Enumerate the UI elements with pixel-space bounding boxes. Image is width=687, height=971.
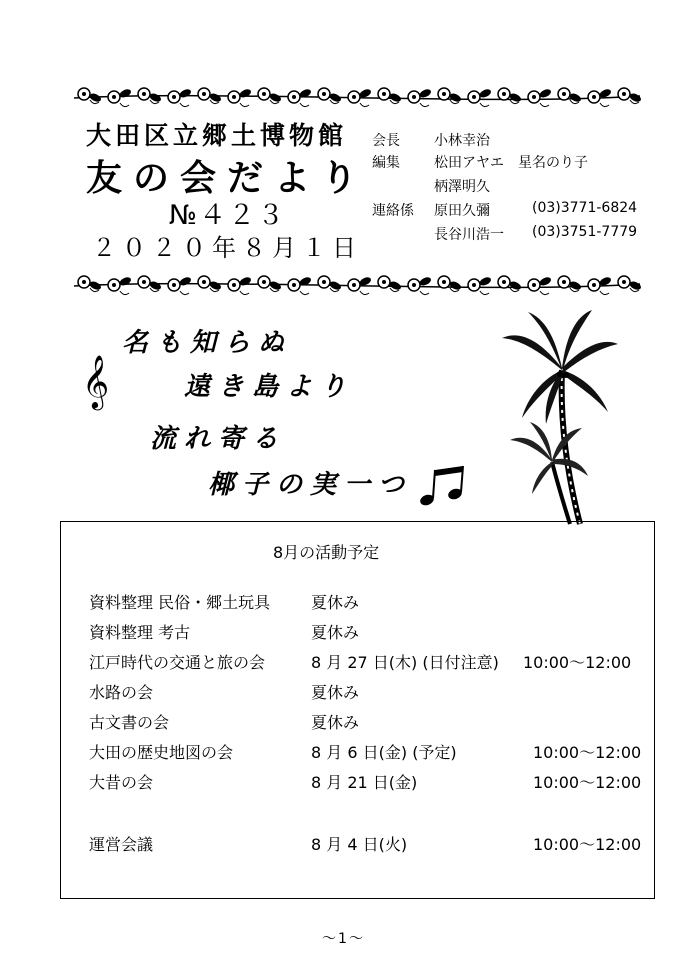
activity-date: 8 月 21 日(金) — [311, 773, 418, 792]
palm-tree-icon — [500, 300, 620, 529]
activity-time: 10:00～12:00 — [533, 773, 642, 792]
schedule-row — [89, 740, 649, 762]
activity-date: 夏休み — [311, 623, 360, 642]
morning-glory-vine-icon — [72, 80, 642, 110]
activity-date: 夏休み — [311, 593, 360, 612]
staff-role: 会長 — [372, 133, 400, 149]
activity-date: 夏休み — [311, 683, 360, 702]
staff-name: 原田久彌 — [434, 203, 490, 219]
schedule-row-meeting — [89, 832, 649, 854]
issue-date: ２０２０年８月１日 — [92, 234, 362, 262]
issue-number: №４２３ — [169, 200, 287, 231]
treble-clef-icon: 𝄞 — [82, 354, 110, 408]
staff-name: 長谷川浩一 — [434, 227, 504, 243]
poem-line: 流れ寄る — [150, 424, 287, 454]
music-notes-icon — [418, 464, 468, 512]
activity-name: 大田の歴史地図の会 — [89, 743, 234, 762]
schedule-row — [89, 650, 649, 672]
activity-date: 8 月 4 日(火) — [311, 835, 408, 854]
museum-name: 大田区立郷土博物館 — [86, 121, 348, 150]
staff-name: 柄澤明久 — [434, 179, 490, 195]
floral-border-top — [72, 80, 642, 110]
activity-name: 大昔の会 — [89, 773, 154, 792]
activity-time: 10:00～12:00 — [533, 835, 642, 854]
staff-name: 小林幸治 — [434, 133, 490, 149]
staff-name: 松田アヤエ 星名のり子 — [434, 155, 588, 171]
staff-role: 編集 — [372, 155, 400, 171]
poem-line: 名も知らぬ — [122, 328, 293, 358]
schedule-row — [89, 590, 649, 612]
schedule-row — [89, 680, 649, 702]
activity-time: 10:00～12:00 — [523, 653, 632, 672]
activity-name: 資料整理 民俗・郷土玩具 — [89, 593, 271, 612]
schedule-row — [89, 710, 649, 732]
activity-date: 8 月 6 日(金) (予定) — [311, 743, 457, 762]
activity-date: 8 月 27 日(木) (日付注意) — [311, 653, 499, 672]
floral-border-bottom — [72, 268, 642, 298]
poem-line: 遠き島より — [184, 372, 355, 402]
activity-schedule-box — [60, 521, 655, 899]
schedule-title: 8月の活動予定 — [273, 543, 380, 562]
activity-date: 夏休み — [311, 713, 360, 732]
schedule-row — [89, 620, 649, 642]
activity-name: 江戸時代の交通と旅の会 — [89, 653, 266, 672]
staff-phone: (03)3751-7779 — [532, 224, 638, 240]
staff-phone: (03)3771-6824 — [532, 200, 638, 216]
page-number: ～1～ — [322, 931, 365, 947]
activity-name: 資料整理 考古 — [89, 623, 191, 642]
activity-name: 水路の会 — [89, 683, 154, 702]
poem-line: 椰子の実一つ — [208, 470, 413, 500]
schedule-row — [89, 770, 649, 792]
staff-role: 連絡係 — [372, 203, 414, 219]
activity-time: 10:00～12:00 — [533, 743, 642, 762]
morning-glory-vine-icon — [72, 268, 642, 298]
newsletter-title: 友の会だより — [86, 157, 369, 199]
activity-name: 運営会議 — [89, 835, 154, 854]
activity-name: 古文書の会 — [89, 713, 170, 732]
